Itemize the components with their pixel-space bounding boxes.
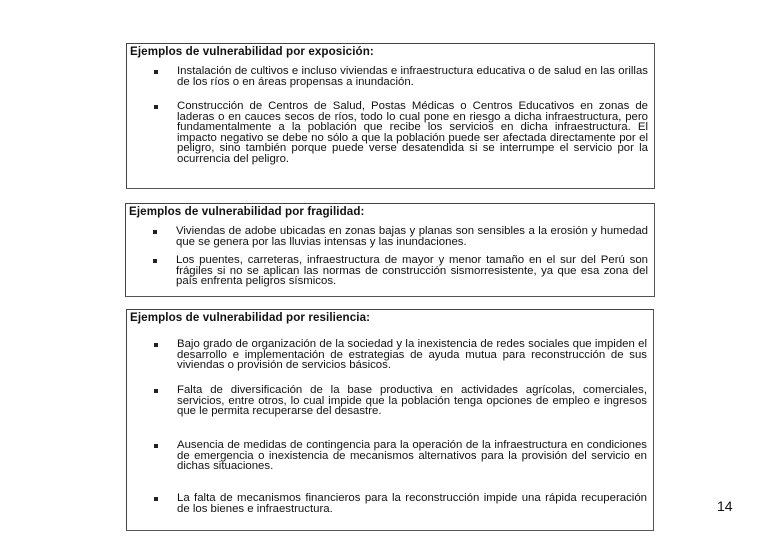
item-text: Ausencia de medidas de contingencia para la operación de la infraestructura en condiciones de emergencia o inexistencia de mecanismos alternativos para la provisión del servicio en dichas situaciones.: [177, 439, 647, 473]
bullet-icon: [153, 230, 157, 234]
bullet-icon: [154, 444, 158, 448]
bullet-icon: [154, 497, 158, 501]
section-title: Ejemplos de vulnerabilidad por resiliencia:: [130, 311, 371, 324]
item-text: Bajo grado de organización de la sociedad y la inexistencia de redes sociales que impiden el desarrollo e implementación de estrategias de ayuda mutua para reconstrucción de sus viviendas o provisión de servicios básicos.: [177, 338, 647, 372]
item-text: Construcción de Centros de Salud, Postas Médicas o Centros Educativos en zonas de laderas o en cauces secos de ríos, todo lo cual pone en riesgo a dicha infraestructura, pero fundamentalmente a la población que recibe los servicios en dicha infraestructura. El impacto negativo se debe no sólo a que la población puede ser afectada directamente por el peligro, sino también porque puede verse desatendida si se interrumpe el servicio por la ocurrencia del peligro.: [177, 100, 648, 165]
item-text: La falta de mecanismos financieros para la reconstrucción impide una rápida recuperación de los bienes e infraestructura.: [177, 492, 647, 515]
item-text: Viviendas de adobe ubicadas en zonas bajas y planas son sensibles a la erosión y humedad que se genera por las lluvias intensas y las inundaciones.: [176, 225, 648, 248]
bullet-icon: [154, 343, 158, 347]
section-title: Ejemplos de vulnerabilidad por exposición:: [130, 45, 374, 58]
bullet-icon: [153, 259, 157, 263]
item-text: Los puentes, carreteras, infraestructura de mayor y menor tamaño en el sur del Perú son frágiles si no se aplican las normas de construcción sismorresistente, ya que esa zona del país enfrenta peligros sísmicos.: [176, 254, 648, 288]
bullet-icon: [154, 389, 158, 393]
exposure-examples-box: [126, 43, 655, 189]
bullet-icon: [154, 70, 158, 74]
item-text: Falta de diversificación de la base productiva en actividades agrícolas, comerciales, servicios, entre otros, lo cual impide que la población tenga opciones de empleo e ingresos que le permita recuperarse del desastre.: [177, 384, 647, 418]
resilience-examples-box: [126, 309, 654, 531]
bullet-icon: [154, 105, 158, 109]
item-text: Instalación de cultivos e incluso viviendas e infraestructura educativa o de salud en las orillas de los ríos o en áreas propensas a inundación.: [177, 65, 648, 88]
page-number: 14: [717, 498, 733, 514]
fragility-examples-box: [125, 203, 655, 297]
section-title: Ejemplos de vulnerabilidad por fragilidad:: [129, 205, 365, 218]
